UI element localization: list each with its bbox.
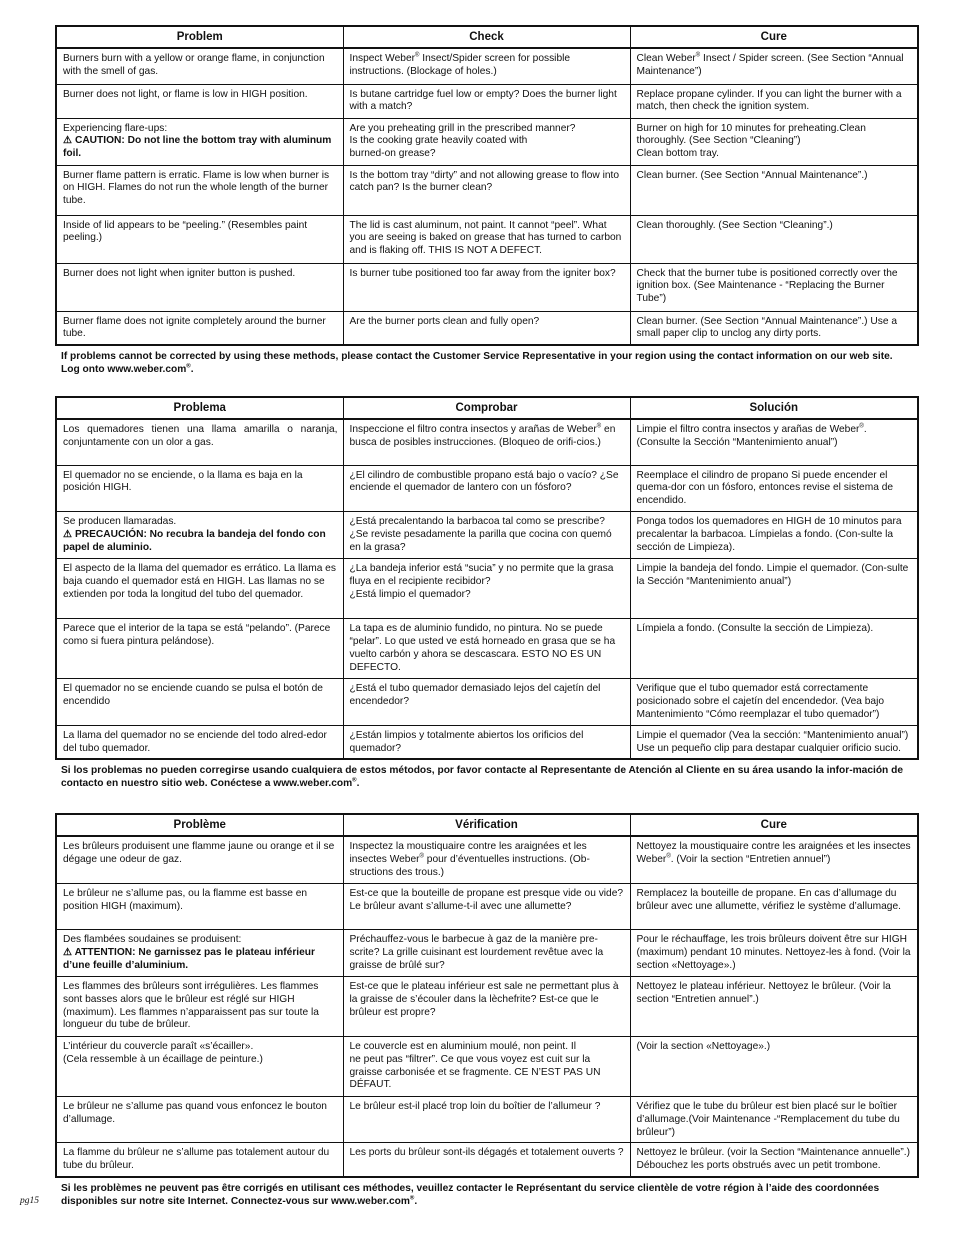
table-row bbox=[56, 836, 918, 883]
cell-check: Is butane cartridge fuel low or empty? Does the burner light with a match? bbox=[343, 84, 630, 118]
contact-note-french: Si les problèmes ne peuvent pas être corrigés en utilisant ces méthodes, veuillez contacter le Représentant du service clientèle de votre région à l’aide des coordonnées disponibles sur notre site Internet. Connectez-vous sur www.weber.com®. bbox=[61, 1183, 880, 1208]
cell-check: Le couvercle est en aluminium moulé, non peint. Il ne peut pas “filtrer”. Ce que vous voyez est cuit sur la graisse carbonisée et se fragmente. CE N’EST PAS UN DÉFAUT. bbox=[343, 1036, 630, 1096]
cell-check: Préchauffez-vous le barbecue à gaz de la manière pre-scrite? La grille cuisinant est lourdement revêtue avec la graisse de brûlé sur? bbox=[343, 929, 630, 976]
troubleshooting-section-spanish bbox=[55, 396, 917, 790]
cell-problem: Parece que el interior de la tapa se está “pelando”. (Parece como si fuera pintura pelándose). bbox=[56, 618, 343, 678]
cell-problem bbox=[56, 512, 343, 559]
cell-cure: Clean thoroughly. (See Section “Cleaning”.) bbox=[630, 215, 918, 263]
table-header-row bbox=[56, 397, 918, 419]
cell-check: ¿La bandeja inferior está “sucia” y no permite que la grasa fluya en el recipiente recibidor? ¿Está limpio el quemador? bbox=[343, 558, 630, 618]
column-header-comprobar: Comprobar bbox=[343, 397, 630, 419]
cell-check: ¿El cilindro de combustible propano está bajo o vacío? ¿Se enciende el quemador de lantero con un fósforo? bbox=[343, 465, 630, 512]
table-row bbox=[56, 84, 918, 118]
cell-problem: Los quemadores tienen una llama amarilla o naranja, conjuntamente con un olor a gas. bbox=[56, 419, 343, 465]
cell-problem: Burners burn with a yellow or orange flame, in conjunction with the smell of gas. bbox=[56, 48, 343, 84]
table-header-row bbox=[56, 814, 918, 836]
cell-check: Les ports du brûleur sont-ils dégagés et totalement ouverts ? bbox=[343, 1143, 630, 1177]
table-row bbox=[56, 263, 918, 311]
cell-cure: Verifique que el tubo quemador está correctamente posicionado sobre el cajetín del encendedor. (Vea bajo Mantenimiento “Cómo reemplazar el tubo quemador”) bbox=[630, 678, 918, 725]
cell-cure: Ponga todos los quemadores en HIGH de 10 minutos para precalentar la barbacoa. Límpielas a fondo. (Con-sulte la sección de Limpieza). bbox=[630, 512, 918, 559]
cell-check: Est-ce que la bouteille de propane est presque vide ou vide? Le brûleur avant s’allume-t-il avec une allumette? bbox=[343, 883, 630, 929]
page-number: pg15 bbox=[20, 1196, 39, 1206]
table-row bbox=[56, 465, 918, 512]
cell-cure: Vérifiez que le tube du brûleur est bien placé sur le boîtier d’allumage.(Voir Maintenance -“Remplacement du tube du brûleur”) bbox=[630, 1096, 918, 1143]
cell-check: Are the burner ports clean and fully open? bbox=[343, 311, 630, 345]
cell-problem: La flamme du brûleur ne s’allume pas totalement autour du tube du brûleur. bbox=[56, 1143, 343, 1177]
column-header-verification: Vérification bbox=[343, 814, 630, 836]
problem-text: Experiencing flare-ups: ⚠ CAUTION: Do not line the bottom tray with aluminum foil. bbox=[63, 122, 332, 160]
table-row bbox=[56, 1096, 918, 1143]
cell-cure: Clean burner. (See Section “Annual Maintenance”.) Use a small paper clip to unclog any dirty ports. bbox=[630, 311, 918, 345]
troubleshooting-section-french bbox=[55, 813, 917, 1208]
cell-cure: Clean burner. (See Section “Annual Maintenance”.) bbox=[630, 165, 918, 215]
cell-check: Le brûleur est-il placé trop loin du boîtier de l’allumeur ? bbox=[343, 1096, 630, 1143]
table-row bbox=[56, 1143, 918, 1177]
column-header-solucion: Solución bbox=[630, 397, 918, 419]
column-header-cure: Cure bbox=[630, 814, 918, 836]
cell-check: La tapa es de aluminio fundido, no pintura. No se puede “pelar”. Lo que usted ve está horneado en grasa que se ha vuelto carbón y ahora se descascara. ESTO NO ES UN DEFECTO. bbox=[343, 618, 630, 678]
cell-check: Is burner tube positioned too far away from the igniter box? bbox=[343, 263, 630, 311]
cell-cure: Limpie el filtro contra insectos y arañas de Weber®. (Consulte la Sección “Mantenimiento anual”) bbox=[630, 419, 918, 465]
cell-problem bbox=[56, 929, 343, 976]
table-row bbox=[56, 678, 918, 725]
cell-cure: Remplacez la bouteille de propane. En cas d’allumage du brûleur avec une allumette, vérifiez le système d’allumage. bbox=[630, 883, 918, 929]
cell-cure: Limpie el quemador (Vea la sección: “Mantenimiento anual”) Use un pequeño clip para destapar cualquier orificio sucio. bbox=[630, 725, 918, 759]
troubleshooting-table-french bbox=[55, 813, 919, 1178]
cell-problem: El quemador no se enciende cuando se pulsa el botón de encendido bbox=[56, 678, 343, 725]
cell-cure: Limpie la bandeja del fondo. Limpie el quemador. (Con-sulte la Sección “Mantenimiento anual”) bbox=[630, 558, 918, 618]
table-row bbox=[56, 883, 918, 929]
column-header-problema: Problema bbox=[56, 397, 343, 419]
table-row bbox=[56, 215, 918, 263]
cell-check: Inspect Weber® Insect/Spider screen for possible instructions. (Blockage of holes.) bbox=[343, 48, 630, 84]
cell-problem: Burner flame does not ignite completely around the burner tube. bbox=[56, 311, 343, 345]
cell-check: ¿Está precalentando la barbacoa tal como se prescribe? ¿Se reviste pesadamente la parilla que cocina con quemó en la grasa? bbox=[343, 512, 630, 559]
cell-cure: (Voir la section «Nettoyage».) bbox=[630, 1036, 918, 1096]
table-row bbox=[56, 165, 918, 215]
cell-cure: Clean Weber® Insect / Spider screen. (See Section “Annual Maintenance”) bbox=[630, 48, 918, 84]
cell-cure: Límpiela a fondo. (Consulte la sección de Limpieza). bbox=[630, 618, 918, 678]
table-row bbox=[56, 512, 918, 559]
cell-cure: Nettoyez la moustiquaire contre les araignées et les insectes Weber®. (Voir la section “Entretien annuel”) bbox=[630, 836, 918, 883]
troubleshooting-table-english bbox=[55, 25, 919, 346]
cell-problem: El quemador no se enciende, o la llama es baja en la posición HIGH. bbox=[56, 465, 343, 512]
cell-check: Are you preheating grill in the prescribed manner? Is the cooking grate heavily coated with burned-on grease? bbox=[343, 118, 630, 165]
cell-check: Est-ce que le plateau inférieur est sale ne permettant plus à la graisse de s’écouler dans la lèchefrite? Est-ce que le brûleur est propre? bbox=[343, 976, 630, 1036]
cell-cure: Reemplace el cilindro de propano Si puede encender el quema-dor con un fósforo, entonces revise el sistema de encendido. bbox=[630, 465, 918, 512]
cell-check: Inspectez la moustiquaire contre les araignées et les insectes Weber® pour d’éventuelles instructions. (Ob-structions des trous.) bbox=[343, 836, 630, 883]
cell-problem: El aspecto de la llama del quemador es errático. La llama es baja cuando el quemador está en HIGH. Las llamas no se extienden por toda la longitud del tubo del quemador. bbox=[56, 558, 343, 618]
problem-text: Des flambées soudaines se produisent: ⚠ ATTENTION: Ne garnissez pas le plateau inférieur d’une feuille d’aluminium. bbox=[63, 933, 315, 971]
cell-cure: Nettoyez le brûleur. (voir la Section “Maintenance annuelle”.) Débouchez les ports obstrués avec un petit trombone. bbox=[630, 1143, 918, 1177]
cell-check: Is the bottom tray “dirty” and not allowing grease to flow into catch pan? Is the burner clean? bbox=[343, 165, 630, 215]
table-row bbox=[56, 929, 918, 976]
table-row bbox=[56, 118, 918, 165]
cell-problem bbox=[56, 118, 343, 165]
cell-check: ¿Están limpios y totalmente abiertos los orificios del quemador? bbox=[343, 725, 630, 759]
cell-check: ¿Está el tubo quemador demasiado lejos del cajetín del encendedor? bbox=[343, 678, 630, 725]
table-row bbox=[56, 1036, 918, 1096]
table-row bbox=[56, 311, 918, 345]
cell-problem: L’intérieur du couvercle paraît «s’écailler». (Cela ressemble à un écaillage de peinture.) bbox=[56, 1036, 343, 1096]
cell-check: Inspeccione el filtro contra insectos y arañas de Weber® en busca de posibles instrucciones. (Bloqueo de orifi-cios.) bbox=[343, 419, 630, 465]
cell-problem: La llama del quemador no se enciende del todo alred-edor del tubo quemador. bbox=[56, 725, 343, 759]
table-row bbox=[56, 618, 918, 678]
table-row bbox=[56, 419, 918, 465]
cell-cure: Nettoyez le plateau inférieur. Nettoyez le brûleur. (Voir la section “Entretien annuel”.) bbox=[630, 976, 918, 1036]
cell-cure: Check that the burner tube is positioned correctly over the ignition box. (See Maintenance - “Replacing the Burner Tube”) bbox=[630, 263, 918, 311]
table-row bbox=[56, 558, 918, 618]
cell-problem: Burner does not light when igniter button is pushed. bbox=[56, 263, 343, 311]
column-header-problem: Problem bbox=[56, 26, 343, 48]
table-row bbox=[56, 725, 918, 759]
cell-cure: Burner on high for 10 minutes for preheating.Clean thoroughly. (See Section “Cleaning”) Clean bottom tray. bbox=[630, 118, 918, 165]
cell-problem: Les flammes des brûleurs sont irrégulières. Les flammes sont basses alors que le brûleur est réglé sur HIGH (maximum). Les flammes n’apparaissent pas sur toute la longueur du tube de brûleur. bbox=[56, 976, 343, 1036]
column-header-probleme: Problème bbox=[56, 814, 343, 836]
cell-problem: Burner does not light, or flame is low in HIGH position. bbox=[56, 84, 343, 118]
cell-problem: Les brûleurs produisent une flamme jaune ou orange et il se dégage une odeur de gaz. bbox=[56, 836, 343, 883]
cell-cure: Replace propane cylinder. If you can light the burner with a match, then check the ignition system. bbox=[630, 84, 918, 118]
table-header-row bbox=[56, 26, 918, 48]
cell-problem: Le brûleur ne s’allume pas, ou la flamme est basse en position HIGH (maximum). bbox=[56, 883, 343, 929]
troubleshooting-section-english bbox=[55, 25, 917, 376]
contact-note-english: If problems cannot be corrected by using these methods, please contact the Customer Service Representative in your region using the contact information on our web site. Log onto www.weber.com®. bbox=[61, 351, 893, 376]
cell-check: The lid is cast aluminum, not paint. It cannot “peel”. What you are seeing is baked on grease that has turned to carbon and is flaking off. THIS IS NOT A DEFECT. bbox=[343, 215, 630, 263]
column-header-check: Check bbox=[343, 26, 630, 48]
cell-problem: Burner flame pattern is erratic. Flame is low when burner is on HIGH. Flames do not run the whole length of the burner tube. bbox=[56, 165, 343, 215]
contact-note-spanish: Si los problemas no pueden corregirse usando cualquiera de estos métodos, por favor contacte al Representante de Atención al Cliente en su área usando la infor-mación de contacto en nuestro sitio web. Conéctese a www.weber.com®. bbox=[61, 765, 903, 790]
table-row bbox=[56, 48, 918, 84]
table-row bbox=[56, 976, 918, 1036]
cell-cure: Pour le réchauffage, les trois brûleurs doivent être sur HIGH (maximum) pendant 10 minutes. Nettoyez-les à fond. (Voir la section «Nettoyage».) bbox=[630, 929, 918, 976]
cell-problem: Le brûleur ne s’allume pas quand vous enfoncez le bouton d’allumage. bbox=[56, 1096, 343, 1143]
problem-text: Se producen llamaradas. ⚠ PRECAUCIÓN: No recubra la bandeja del fondo con papel de aluminio. bbox=[63, 516, 326, 554]
troubleshooting-table-spanish bbox=[55, 396, 919, 760]
column-header-cure: Cure bbox=[630, 26, 918, 48]
cell-problem: Inside of lid appears to be “peeling.” (Resembles paint peeling.) bbox=[56, 215, 343, 263]
